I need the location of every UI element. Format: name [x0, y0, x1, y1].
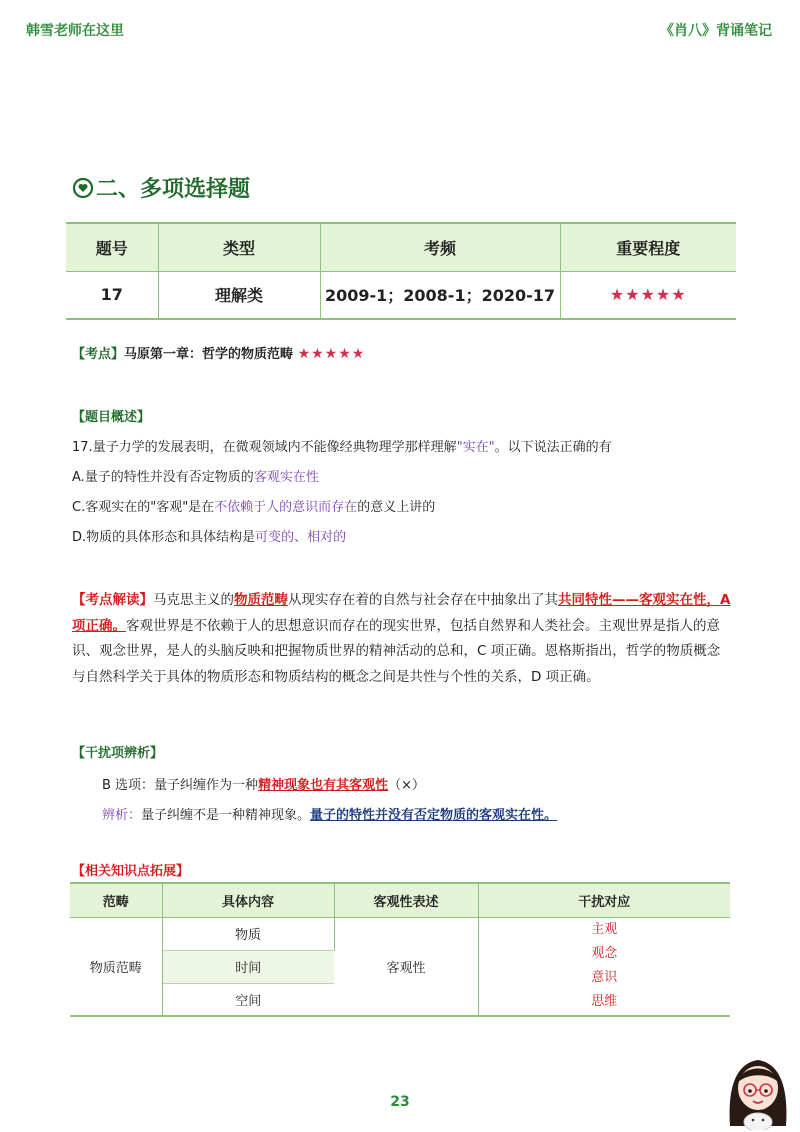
distractor-b-text: B 选项：量子纠缠作为一种: [102, 778, 259, 793]
page-number: 23: [390, 1094, 410, 1110]
analysis-paragraph: [72, 588, 732, 690]
section-title-text: 二、多项选择题: [96, 177, 251, 202]
option-d-text: D.物质的具体形态和具体结构是: [72, 530, 256, 545]
kaodian-text: 马原第一章：哲学的物质范畴: [124, 347, 294, 362]
ext-cell-category: 物质范畴: [70, 917, 162, 1016]
overview-label-line: [72, 408, 150, 428]
distractor-item: 思维: [591, 994, 618, 1010]
ext-cell-content-1: 物质: [162, 917, 334, 950]
question-info-table: [66, 222, 736, 320]
distractor-reason: [102, 804, 557, 823]
distractor-item: 主观: [591, 922, 618, 938]
col-frequency: 考频: [320, 223, 560, 271]
distractor-b-mark: （×）: [388, 778, 425, 793]
question-stem: [72, 436, 612, 455]
ext-cell-content-2: 时间: [162, 950, 334, 983]
extension-label: 【相关知识点拓展】: [72, 864, 190, 879]
col-importance: 重要程度: [560, 223, 736, 271]
cell-importance-stars: ★★★★★: [560, 271, 736, 319]
analysis-text-1: 马克思主义的: [153, 592, 234, 608]
ext-col-category: 范畴: [70, 883, 162, 917]
extension-label-line: [72, 862, 189, 882]
stem-quote: "实在": [456, 440, 495, 455]
ext-col-objectivity: 客观性表述: [334, 883, 478, 917]
option-c-highlight: 不依赖于人的意识而存在: [214, 500, 358, 515]
option-c-text: C.客观实在的"客观"是在: [72, 500, 215, 515]
teacher-avatar-illustration: [722, 1046, 794, 1130]
analysis-highlight-1: 物质范畴: [234, 592, 288, 608]
option-a-text: A.量子的特性并没有否定物质的: [72, 470, 254, 485]
table-row: [66, 271, 736, 319]
cell-number: 17: [66, 271, 158, 319]
ext-cell-content-3: 空间: [162, 983, 334, 1016]
cell-type: 理解类: [158, 271, 320, 319]
stem-text-a: 17.量子力学的发展表明，在微观领域内不能像经典物理学那样理解: [72, 440, 457, 455]
stem-text-b: 。以下说法正确的有: [494, 440, 612, 455]
distractor-item: 观念: [591, 946, 618, 962]
col-number: 题号: [66, 223, 158, 271]
ext-col-content: 具体内容: [162, 883, 334, 917]
analysis-text-2: 从现实存在着的自然与社会存在中抽象出了其: [288, 592, 558, 608]
option-c-text-end: 的意义上讲的: [357, 500, 436, 515]
kaodian-stars: ★★★★★: [297, 346, 366, 362]
option-d-highlight: 可变的、相对的: [255, 530, 347, 545]
section-title: [72, 172, 250, 203]
distractor-b-highlight: 精神现象也有其客观性: [258, 778, 389, 793]
analysis-highlight-2: 共同特性——客观实在性，A 项正确。: [72, 592, 731, 634]
overview-label: 【题目概述】: [72, 410, 151, 425]
heart-chat-icon: [72, 177, 94, 199]
distractor-reason-highlight: 量子的特性并没有否定物质的客观实在性。: [310, 808, 558, 823]
distractor-item: 意识: [591, 970, 618, 986]
col-type: 类型: [158, 223, 320, 271]
distractor-reason-text: 量子纠缠不是一种精神现象。: [141, 808, 311, 823]
distractor-label-line: [72, 744, 163, 764]
kaodian-line: [72, 344, 365, 365]
option-d: [72, 526, 346, 545]
header-right-title: 《肖八》背诵笔记: [660, 23, 772, 39]
table-row: [70, 917, 730, 950]
option-a-highlight: 客观实在性: [253, 470, 319, 485]
ext-cell-objectivity: 客观性: [334, 917, 478, 1016]
option-c: [72, 496, 435, 515]
analysis-text-3: 客观世界是不依赖于人的思想意识而存在的现实世界，包括自然界和人类社会。主观世界是指人的意识、观念世界，是人的头脑反映和把握物质世界的精神活动的总和，C 项正确。恩格斯指出，哲学的物质概念与自然科学关于具体的物质形态和物质结构的概念之间是共性与个性的关系，D 项正确。: [72, 617, 721, 685]
extension-table: [70, 882, 730, 1017]
distractor-reason-label: 辨析：: [102, 808, 142, 823]
kaodian-label: 【考点】: [72, 347, 125, 362]
analysis-label: 【考点解读】: [72, 592, 153, 608]
distractor-label: 【干扰项辨析】: [72, 746, 164, 761]
cell-frequency: 2009-1；2008-1；2020-17: [320, 271, 560, 319]
distractor-option-b: [102, 774, 425, 793]
ext-cell-distractors: [478, 917, 730, 1016]
ext-col-distractor: 干扰对应: [478, 883, 730, 917]
header-left-title: 韩雪老师在这里: [26, 23, 124, 39]
option-a: [72, 466, 319, 485]
